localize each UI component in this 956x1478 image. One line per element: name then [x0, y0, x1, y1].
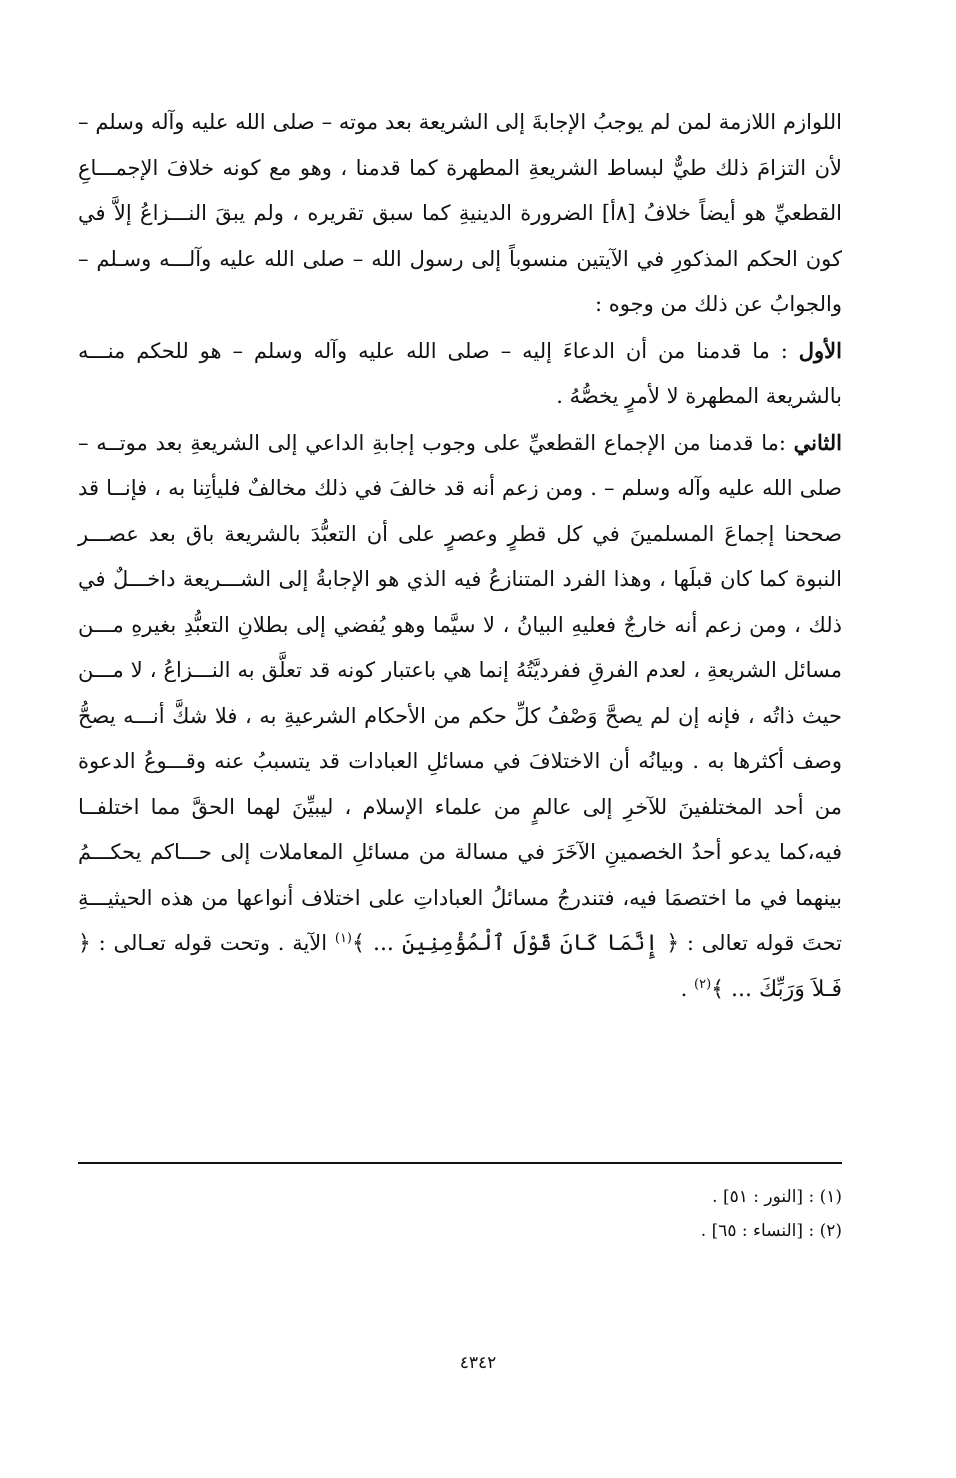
footnotes — [242, 1180, 842, 1248]
first-point-heading: الأول — [798, 337, 842, 363]
first-point-text: : ما قدمنا من أن الدعاءَ إليه – صلى الله عليه وآله وسلم – هو للحكم منـــه بالشريعة المطهرة لا لأمرٍ يخصُّهُ . — [78, 338, 842, 408]
paragraph-second-point — [78, 420, 842, 1013]
paragraph-intro-text: اللوازم اللازمة لمن لم يوجبُ الإجابةَ إلى الشريعة بعد موته – صلى الله عليه وآله وسلم – لأن التزامَ ذلك طيٌّ لبساط الشريعةِ المطهرة كما قدمنا ، وهو مع كونه خلافَ الإجمـــاعِ القطعيِّ هو أيضاً خلافُ [٨أ] الضرورة الدينيةِ كما سبق تقريره ، ولم يبقَ النـــزاعُ إلاَّ في كون الحكم المذكورِ في الآيتين منسوباً إلى رسول الله – صلى الله عليه وآلـــه وسـلم – والجوابُ عن ذلك من وجوه : — [78, 110, 842, 316]
second-point-mid: الآية . وتحت قوله تعـالى : — [90, 931, 335, 955]
footnote-ref-2: (٢) — [694, 976, 712, 992]
quran-quote-2: ﴿ فَـلاَ وَرَبِّكَ ... ﴾ — [78, 931, 842, 1002]
footnote-2: (٢) : [النساء : ٦٥] . — [700, 1221, 842, 1241]
footnote-divider — [78, 1162, 842, 1164]
footnote-1: (١) : [النور : ٥١] . — [712, 1187, 842, 1207]
second-point-heading: الثاني — [793, 429, 842, 455]
second-point-text: :ما قدمنا من الإجماع القطعيِّ على وجوب إجابةِ الداعي إلى الشريعةِ بعد موتــه – صلى الله عليه وآله وسلم – . ومن زعم أنه قد خالفَ في ذلك مخالفٌ فليأتِنا به ، فإنــا قد صححنا إجماعَ المسلمينَ في كل قطرٍ وعصرٍ على أن التعبُّدَ بالشريعة باق بعد عصـــر النبوة كما كان قبلَها ، وهذا الفرد المتنازعُ فيه الذي هو الإجابةُ إلى الشـــريعة داخـــلٌ في ذلك ، ومن زعم أنه خارجٌ فعليهِ البيانُ ، لا سيَّما وهو يُفضي إلى بطلانِ التعبُّدِ بغيرهِ مـــن مسائل الشريعةِ ، لعدم الفرقِ ففرديَّتُهُ إنما هي باعتبار كونه قد تعلَّق به النـــزاعُ ، لا مـــن حيث ذاتُه ، فإنه إن لم يصحَّ وَصْفُ كلِّ حكم من الأحكام الشرعيةِ به ، فلا شكَّ أنـــه يصحُّ وصف أكثرها به . وبيانُه أن الاختلافَ في مسائلِ العبادات قد يتسببُ عنه وقـــوعُ الدعوة من أحد المختلفينَ للآخرِ إلى عالمٍ من علماء الإسلام ، ليبيِّنَ لهما الحقَّ مما اختلفــا فيه،كما يدعو أحدُ الخصمينِ الآخَرَ في مسالة من مسائلِ المعاملات إلى حـــاكم يحكـــمُ بينهما في ما اختصمَا فيه، فتندرجُ مسائلُ العباداتِ على اختلاف أنواعها من هذه الحيثيـــةِ تحتَ قوله تعالى : — [78, 430, 842, 955]
page-number: ٤٣٤٢ — [459, 1353, 497, 1373]
second-point-end: . — [680, 976, 694, 1001]
paragraph-first-point — [78, 328, 842, 420]
quran-quote-1: ﴿ إِنَّمَا كَانَ قَوْلَ ٱلْمُؤْمِنِينَ ... ﴾ — [352, 931, 680, 956]
paragraph-intro — [78, 100, 842, 328]
page-body — [78, 100, 842, 1012]
footnote-ref-1: (١) — [334, 931, 352, 946]
